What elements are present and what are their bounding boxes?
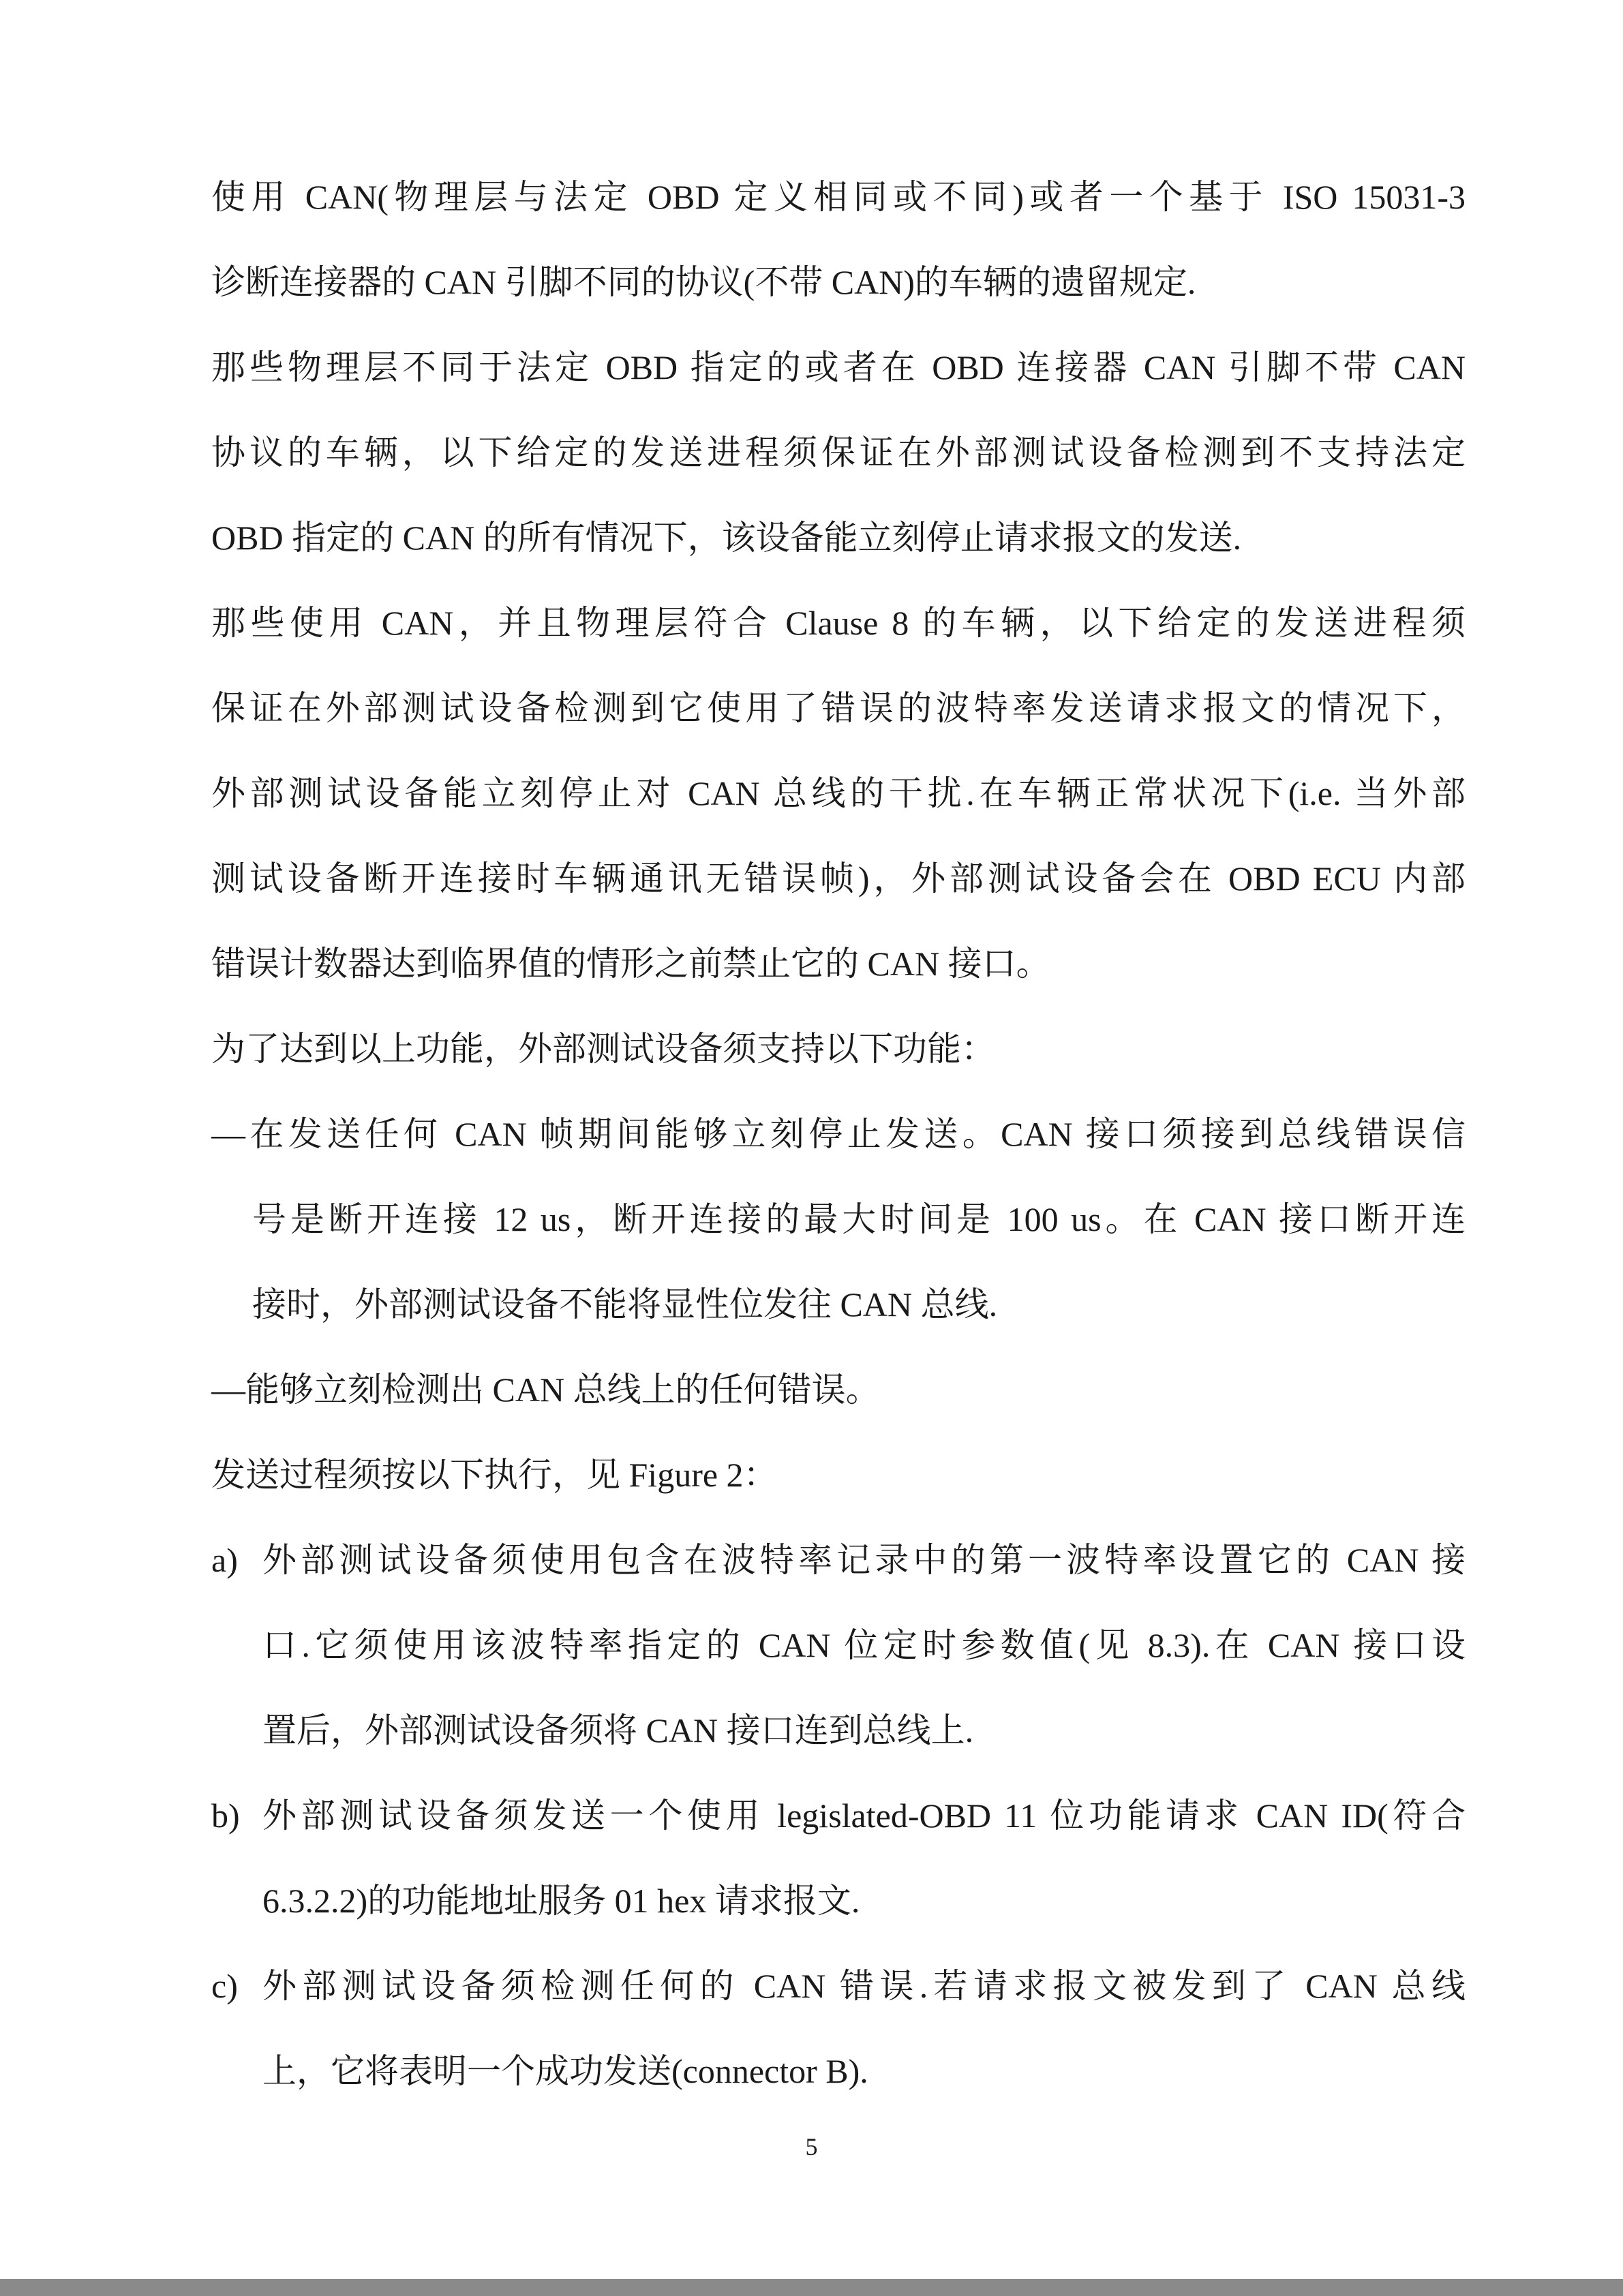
list-item-label: a)	[211, 1541, 238, 1579]
text-line: 上，它将表明一个成功发送(connector B).	[262, 2052, 868, 2090]
list-item-label: c)	[211, 1967, 238, 2005]
list-item	[211, 1964, 1466, 2008]
text-line: 外部测试设备须检测任何的 CAN 错误.若请求报文被发到了 CAN 总线	[262, 1967, 1466, 2005]
text-line: 协议的车辆，以下给定的发送进程须保证在外部测试设备检测到不支持法定	[211, 433, 1466, 472]
text-line: 那些物理层不同于法定 OBD 指定的或者在 OBD 连接器 CAN 引脚不带 CAN	[211, 348, 1466, 386]
text-line: —能够立刻检测出 CAN 总线上的任何错误。	[211, 1371, 880, 1409]
list-item-label: b)	[211, 1796, 240, 1835]
page-bottom-edge	[0, 2279, 1623, 2296]
text-line: 外部测试设备须发送一个使用 legislated-OBD 11 位功能请求 CAN ID(符合	[262, 1796, 1466, 1835]
text-line: 那些使用 CAN，并且物理层符合 Clause 8 的车辆，以下给定的发送进程须	[211, 604, 1466, 642]
text-line: 诊断连接器的 CAN 引脚不同的协议(不带 CAN)的车辆的遗留规定.	[211, 263, 1196, 301]
text-line: OBD 指定的 CAN 的所有情况下，该设备能立刻停止请求报文的发送.	[211, 519, 1242, 557]
text-line: 置后，外部测试设备须将 CAN 接口连到总线上.	[262, 1711, 974, 1749]
text-line: 号是断开连接 12 us，断开连接的最大时间是 100 us。在 CAN 接口断开连	[252, 1200, 1466, 1238]
text-line: 错误计数器达到临界值的情形之前禁止它的 CAN 接口。	[211, 945, 1050, 983]
text-line: 测试设备断开连接时车辆通讯无错误帧)，外部测试设备会在 OBD ECU 内部	[211, 859, 1466, 898]
text-line: 外部测试设备须使用包含在波特率记录中的第一波特率设置它的 CAN 接	[262, 1541, 1466, 1579]
text-line: 接时，外部测试设备不能将显性位发往 CAN 总线.	[252, 1285, 998, 1323]
text-line: 口.它须使用该波特率指定的 CAN 位定时参数值(见 8.3).在 CAN 接口设	[262, 1626, 1466, 1664]
text-line: 使用 CAN(物理层与法定 OBD 定义相同或不同)或者一个基于 ISO 15031-3	[211, 178, 1466, 216]
list-item	[211, 1538, 1466, 1582]
text-line: 发送过程须按以下执行，见 Figure 2：	[211, 1456, 778, 1494]
text-line: 为了达到以上功能，外部测试设备须支持以下功能：	[211, 1030, 995, 1068]
text-line: 6.3.2.2)的功能地址服务 01 hex 请求报文.	[262, 1882, 860, 1920]
list-item	[211, 1794, 1466, 1837]
text-line: 外部测试设备能立刻停止对 CAN 总线的干扰.在车辆正常状况下(i.e. 当外部	[211, 774, 1466, 812]
page-number: 5	[805, 2133, 818, 2160]
text-line: —在发送任何 CAN 帧期间能够立刻停止发送。CAN 接口须接到总线错误信	[211, 1115, 1466, 1153]
text-line: 保证在外部测试设备检测到它使用了错误的波特率发送请求报文的情况下，	[211, 689, 1466, 727]
